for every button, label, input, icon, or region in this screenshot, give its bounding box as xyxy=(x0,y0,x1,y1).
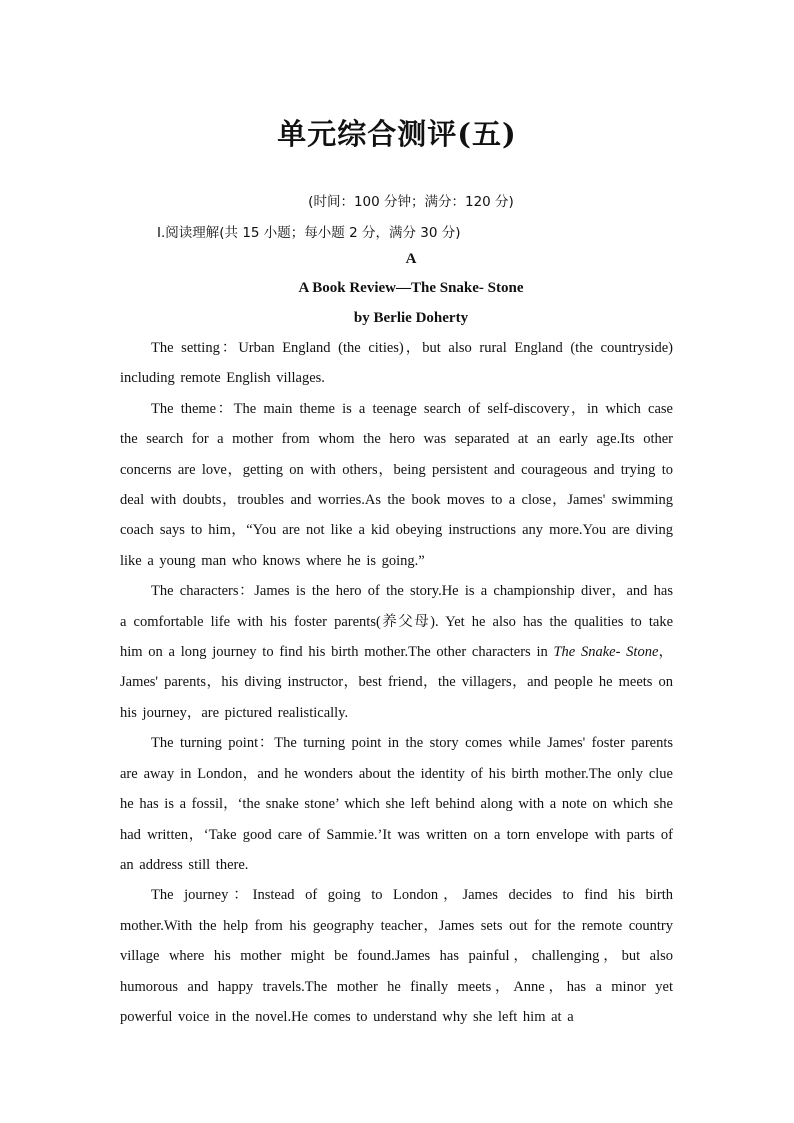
paragraph-characters-part1: The characters：James is the hero of the story.He is a championship diver，and has a comfortable life with his foster parents(养父母). Yet he also has the qualities to take him on a long journey to find his birth mother.The other characters in xyxy=(120,583,673,661)
part-label: A xyxy=(405,251,417,267)
exam-time-score: (时间：100 分钟；满分：120 分) xyxy=(308,194,514,210)
paragraph-theme: The theme：The main theme is a teenage search of self-discovery，in which case the search for a mother from whom the hero was separated at an early age.Its other concerns are love，getting on with others，being persistent and courageous and trying to deal with doubts，troubles and worries.As the book moves to a close，James' swimming coach says to him，“You are not like a kid obeying instructions any more.You are diving like a young man who knows where he is going.” xyxy=(120,400,673,569)
paragraph-characters xyxy=(120,576,673,728)
article-title: A Book Review—The Snake- Stone xyxy=(298,280,524,296)
paragraph-characters-part2: ，James' parents，his diving instructor，best friend，the villagers，and people he meets on his journey，are pictured realistically. xyxy=(120,644,673,721)
paragraph-setting: The setting：Urban England (the cities)，but also rural England (the countryside) including remote English villages. xyxy=(120,340,673,387)
article-body xyxy=(120,333,673,1032)
paragraph-journey: The journey：Instead of going to London，James decides to find his birth mother.With the help from his geography teacher，James sets out for the remote country village where his mother might be found.James has painful，challenging，but also humorous and happy travels.The mother he finally meets，Anne，has a minor yet powerful voice in the novel.He comes to understand why she left him at a xyxy=(120,887,673,1025)
book-title-italic: The Snake- Stone xyxy=(553,644,659,661)
article-author: by Berlie Doherty xyxy=(353,310,469,326)
section-heading: Ⅰ.阅读理解(共 15 小题；每小题 2 分，满分 30 分) xyxy=(157,225,461,241)
page-title: 单元综合测评(五) xyxy=(277,117,517,151)
paragraph-turning-point: The turning point：The turning point in the story comes while James' foster parents are away in London，and he wonders about the identity of his birth mother.The only clue he has is a fossil，‘the snake stone’ which she left behind along with a note on which she had written，‘Take good care of Sammie.’It was written on a torn envelope with parts of an address still there. xyxy=(120,735,673,873)
